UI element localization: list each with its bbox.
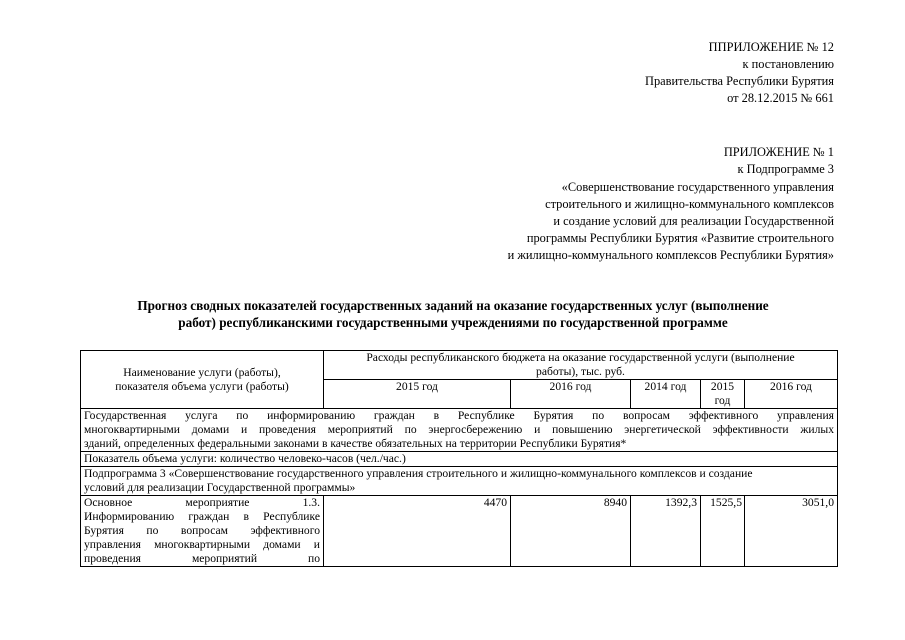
year-cell: 2016 год bbox=[745, 380, 838, 409]
header-service-name: Наименование услуги (работы), показателя объема услуги (работы) bbox=[81, 351, 324, 409]
value-cell: 3051,0 bbox=[745, 496, 838, 567]
subprogram-name-line-3: и создание условий для реализации Государственной bbox=[553, 214, 834, 228]
resolution-date: от 28.12.2015 № 661 bbox=[727, 91, 834, 105]
service-description: Государственная услуга по информированию граждан в Республике Бурятия по вопросам эффективного управления многоквартирными домами и проведения мероприятий по энергосбережению и повышению энергетической эффективности жилых зданий, определенных федеральными законами в качестве обязательных на территории Республики Бурятия* bbox=[81, 409, 838, 452]
title-line-2: работ) республиканскими государственными учреждениями по государственной программе bbox=[178, 315, 728, 330]
header-expenses: Расходы республиканского бюджета на оказание государственной услуги (выполнение работы), тыс. руб. bbox=[324, 351, 838, 380]
subprogram-name-line-4: программы Республики Бурятия «Развитие строительного bbox=[526, 231, 834, 245]
service-row bbox=[81, 409, 838, 452]
indicator-row bbox=[81, 452, 838, 467]
appendix-12-heading: ППРИЛОЖЕНИЕ № 12 bbox=[708, 40, 834, 54]
table-header-row bbox=[81, 351, 838, 380]
subprogram-name-line-1: «Совершенствование государственного управления bbox=[561, 180, 834, 194]
forecast-table bbox=[80, 350, 838, 567]
appendix-1-heading: ПРИЛОЖЕНИЕ № 1 bbox=[723, 145, 834, 159]
year-cell: 2014 год bbox=[631, 380, 701, 409]
table-row bbox=[81, 496, 838, 567]
value-cell: 1392,3 bbox=[631, 496, 701, 567]
to-resolution-label: к постановлению bbox=[742, 57, 834, 71]
measure-name: Основное мероприятие 1.3. Информированию граждан в Республике Бурятия по вопросам эффективного управления многоквартирными домами и проведения мероприятий по bbox=[81, 496, 324, 567]
year-cell: 2015 год bbox=[701, 380, 745, 409]
subprogram-ref: к Подпрограмме 3 bbox=[737, 162, 834, 176]
year-cell: 2016 год bbox=[511, 380, 631, 409]
value-cell: 4470 bbox=[324, 496, 511, 567]
year-cell: 2015 год bbox=[324, 380, 511, 409]
subprogram-row bbox=[81, 467, 838, 496]
document-title bbox=[82, 297, 824, 331]
subprogram-name-line-2: строительного и жилищно-коммунального комплексов bbox=[545, 197, 834, 211]
government-label: Правительства Республики Бурятия bbox=[645, 74, 834, 88]
subprogram-text: Подпрограмма 3 «Совершенствование государственного управления строительного и жилищно-коммунального комплексов и создание условий для реализации Государственной программы» bbox=[81, 467, 838, 496]
title-line-1: Прогноз сводных показателей государственных заданий на оказание государственных услуг (выполнение bbox=[137, 298, 769, 313]
value-cell: 8940 bbox=[511, 496, 631, 567]
indicator-text: Показатель объема услуги: количество человеко-часов (чел./час.) bbox=[81, 452, 838, 467]
subprogram-name-line-5: и жилищно-коммунального комплексов Республики Бурятия» bbox=[507, 248, 834, 262]
value-cell: 1525,5 bbox=[701, 496, 745, 567]
